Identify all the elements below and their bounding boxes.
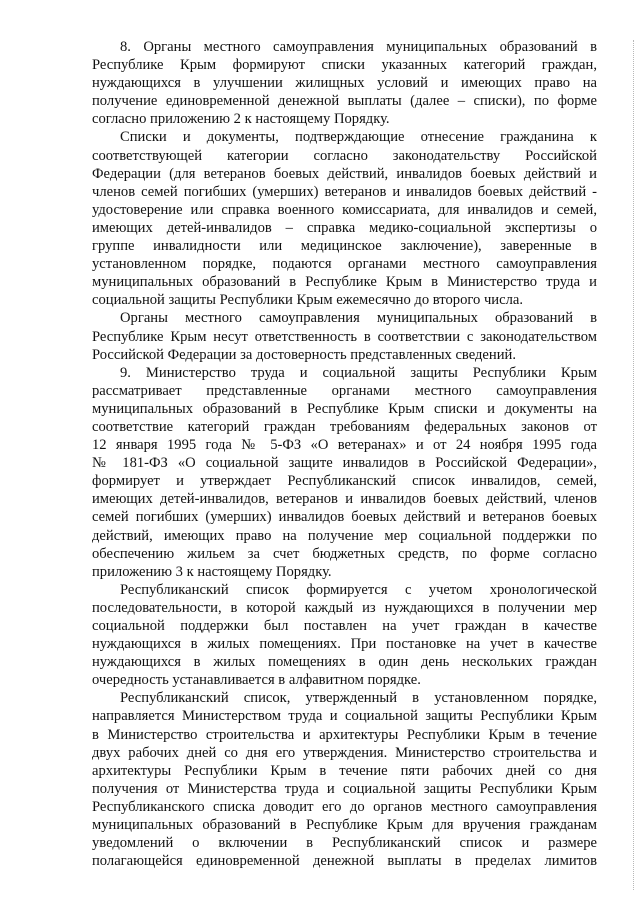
document-body: [92, 38, 597, 870]
text-line: направляется Министерством труда и социальной защиты Республики Крым: [92, 708, 597, 725]
text-line: очередность устанавливается в алфавитном порядке.: [92, 672, 421, 689]
text-line: Органы местного самоуправления муниципальных образований в: [120, 310, 597, 327]
text-line: двух рабочих дней со дня его утверждения. Министерство строительства и: [92, 744, 597, 761]
text-line: муниципальных образований в Республике Крым в Министерство труда и: [92, 274, 597, 291]
text-line: соответствие категорий граждан требованиям федеральных законов от: [92, 418, 597, 435]
text-line: уведомлений о включении в Республиканский список и размере: [92, 835, 597, 852]
text-line: Республике Крым формируют списки указанных категорий граждан,: [92, 57, 597, 74]
text-line: нуждающихся в жилых помещениях в один день нескольких граждан: [92, 654, 597, 671]
text-line: Российской Федерации за достоверность представленных сведений.: [92, 346, 516, 363]
text-line: соответствующей категории согласно законодательству Российской: [92, 147, 597, 164]
paragraph-3: [92, 309, 597, 363]
text-line: имеющих детей-инвалидов, ветеранов и инвалидов боевых действий, членов: [92, 491, 597, 508]
text-line: имеющих детей-инвалидов – справка медико-социальной экспертизы о: [92, 219, 597, 236]
text-line: архитектуры Республики Крым в течение пяти рабочих дней со дня: [92, 762, 597, 779]
text-line: Республиканский список, утвержденный в установленном порядке,: [120, 690, 597, 707]
text-line: № 181-ФЗ «О социальной защите инвалидов в Российской Федерации»,: [92, 455, 597, 472]
text-line: 12 января 1995 года № 5-ФЗ «О ветеранах» и от 24 ноября 1995 года: [92, 437, 597, 454]
text-line: удостоверение или справка военного комиссариата, для инвалидов и семей,: [92, 201, 597, 218]
text-line: формирует и утверждает Республиканский список инвалидов, семей,: [92, 473, 597, 490]
text-line: в Министерство строительства и архитектуры Республики Крым в течение: [92, 726, 597, 743]
text-line: социальной защиты Республики Крым ежемесячно до второго числа.: [92, 292, 523, 309]
text-line: обеспечению жильем за счет бюджетных средств, по форме согласно: [92, 545, 597, 562]
text-line: муниципальных образований в Республике Крым для вручения гражданам: [92, 817, 597, 834]
paragraph-1: [92, 38, 597, 128]
text-line: 9. Министерство труда и социальной защиты Республики Крым: [120, 364, 597, 381]
paragraph-6: [92, 689, 597, 870]
text-line: муниципальных образований в Республике Крым списки и документы на: [92, 400, 597, 417]
paragraph-2: [92, 128, 597, 309]
text-line: действий, имеющих право на получение мер социальной поддержки по: [92, 527, 597, 544]
text-line: Списки и документы, подтверждающие отнесение гражданина к: [120, 129, 597, 146]
text-line: установленном порядке, подаются органами местного самоуправления: [92, 256, 597, 273]
text-line: 8. Органы местного самоуправления муниципальных образований в: [120, 39, 597, 55]
text-line: приложению 3 к настоящему Порядку.: [92, 563, 332, 580]
text-line: нуждающихся в улучшении жилищных условий и имеющих право на: [92, 75, 597, 92]
text-line: согласно приложению 2 к настоящему Порядку.: [92, 111, 390, 128]
text-line: Республиканского списка доводит его до органов местного самоуправления: [92, 798, 597, 815]
text-line: получения от Министерства труда и социальной защиты Республики Крым: [92, 780, 597, 797]
scan-edge-line: [632, 40, 634, 890]
text-line: социальной поддержки был поставлен на учет граждан в качестве: [92, 618, 597, 634]
text-line: нуждающихся в жилых помещениях. При постановке на учет в качестве: [92, 636, 597, 653]
text-line: рассматривает представленные органами местного самоуправления: [92, 382, 597, 399]
text-line: получение единовременной денежной выплаты (далее – списки), по форме: [92, 93, 597, 110]
text-line: членов семей погибших (умерших) ветеранов и инвалидов боевых действий -: [92, 183, 597, 200]
paragraph-4: [92, 364, 597, 581]
paragraph-5: [92, 581, 597, 690]
text-line: полагающейся единовременной денежной выплаты в пределах лимитов: [92, 853, 597, 870]
text-line: Федерации (для ветеранов боевых действий, инвалидов боевых действий и: [92, 165, 597, 182]
text-line: семей погибших (умерших) инвалидов боевых действий и ветеранов боевых: [92, 509, 597, 526]
text-line: Республиканский список формируется с учетом хронологической: [120, 581, 597, 598]
text-line: группе инвалидности или медицинское заключение), заверенные в: [92, 238, 597, 255]
text-line: Республике Крым несут ответственность в соответствии с законодательством: [92, 328, 597, 345]
text-line: последовательности, в которой каждый из нуждающихся в получении мер: [92, 599, 597, 616]
